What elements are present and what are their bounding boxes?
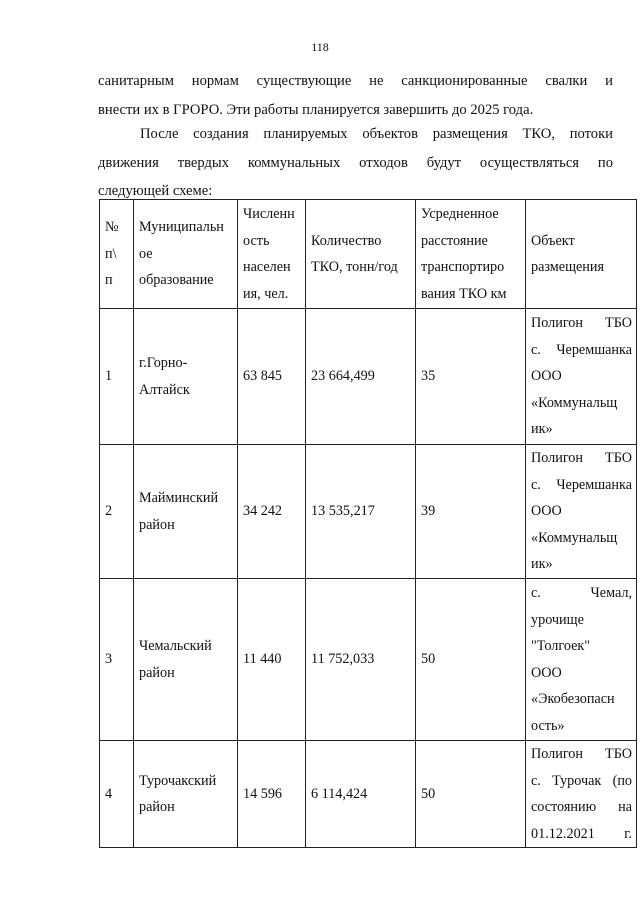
row-distance: 39	[416, 445, 526, 579]
paragraph-2-line-3: следующей схеме:	[98, 183, 213, 199]
paragraph-1-line-1: санитарным нормам существующие не санкционированные свалки и	[98, 73, 613, 89]
row-municipality	[134, 579, 238, 741]
object-line: ик»	[531, 556, 553, 573]
object-line: «Коммунальщ	[531, 394, 618, 411]
object-line: Полигон ТБО	[531, 746, 632, 762]
header-population-line: ость	[243, 232, 270, 249]
header-population-line: ия, чел.	[243, 285, 289, 302]
header-distance	[416, 200, 526, 309]
row-num: 3	[100, 579, 134, 741]
header-population-line: населен	[243, 259, 291, 275]
row-quantity: 11 752,033	[306, 579, 416, 741]
header-municipality-line: образование	[139, 272, 214, 289]
page-number: 118	[311, 40, 329, 54]
header-municipality	[134, 200, 238, 309]
row-distance: 35	[416, 309, 526, 445]
header-object	[526, 200, 637, 309]
object-line: Полигон ТБО	[531, 450, 632, 467]
row-distance: 50	[416, 741, 526, 848]
municipality-line: Турочакский	[139, 772, 217, 789]
municipality-line: район	[139, 799, 175, 815]
row-quantity: 13 535,217	[306, 445, 416, 579]
object-line: с. Турочак (по	[531, 772, 632, 789]
header-object-line: Объект	[531, 232, 575, 249]
row-num: 2	[100, 445, 134, 579]
header-num	[100, 200, 134, 309]
municipality-line: Чемальский	[139, 638, 212, 654]
header-num-line: №	[105, 219, 119, 236]
header-distance-line: транспортиро	[421, 259, 505, 275]
row-object	[526, 741, 637, 848]
paragraph-2	[98, 120, 613, 206]
object-line: "Толгоек"	[531, 638, 591, 654]
row-quantity: 23 664,499	[306, 309, 416, 445]
header-quantity	[306, 200, 416, 309]
header-municipality-line: ое	[139, 245, 153, 262]
header-distance-line: Усредненное	[421, 206, 499, 222]
header-quantity-line: Количество	[311, 232, 382, 249]
row-population: 14 596	[238, 741, 306, 848]
object-line: ость»	[531, 717, 565, 734]
object-line: с. Черемшанка	[531, 476, 632, 493]
paragraph-1	[98, 67, 613, 124]
object-line: «Экобезопасн	[531, 691, 615, 707]
object-line: Полигон ТБО	[531, 315, 632, 332]
header-num-line: п	[105, 272, 113, 289]
paragraph-2-line-1: После создания планируемых объектов размещения ТКО, потоки	[140, 126, 613, 142]
header-num-line: п\	[105, 245, 117, 262]
header-object-line: размещения	[531, 259, 605, 275]
header-distance-line: расстояние	[421, 232, 488, 249]
municipality-line: г.Горно-	[139, 355, 188, 371]
object-line: ООО	[531, 368, 562, 385]
table-row	[100, 579, 637, 741]
row-object	[526, 309, 637, 445]
object-line: с. Черемшанка	[531, 341, 632, 358]
municipality-line: Майминский	[139, 490, 219, 506]
row-quantity: 6 114,424	[306, 741, 416, 848]
table-row	[100, 741, 637, 848]
paragraph-1-line-2: внести их в ГРОРО. Эти работы планируется завершить до 2025 года.	[98, 101, 534, 118]
object-line: с. Чемал,	[531, 585, 632, 601]
paragraph-2-line-2: движения твердых коммунальных отходов будут осуществляться по	[98, 154, 613, 171]
object-line: ик»	[531, 421, 553, 438]
waste-flow-table	[99, 199, 637, 848]
municipality-line: район	[139, 664, 175, 681]
table-header-row	[100, 200, 637, 309]
table-row	[100, 309, 637, 445]
municipality-line: Алтайск	[139, 381, 190, 398]
row-object	[526, 579, 637, 741]
row-municipality	[134, 741, 238, 848]
header-quantity-line: ТКО, тонн/год	[311, 259, 398, 275]
table-row	[100, 445, 637, 579]
row-num: 1	[100, 309, 134, 445]
object-line: урочище	[531, 611, 584, 628]
object-line: 01.12.2021 г.	[531, 825, 632, 842]
object-line: ООО	[531, 664, 562, 681]
row-population: 63 845	[238, 309, 306, 445]
object-line: ООО	[531, 503, 562, 520]
municipality-line: район	[139, 516, 175, 533]
row-distance: 50	[416, 579, 526, 741]
header-population-line: Численн	[243, 206, 295, 222]
object-line: состоянию на	[531, 799, 632, 815]
header-municipality-line: Муниципальн	[139, 219, 224, 236]
row-num: 4	[100, 741, 134, 848]
row-municipality	[134, 309, 238, 445]
header-population	[238, 200, 306, 309]
row-population: 11 440	[238, 579, 306, 741]
object-line: «Коммунальщ	[531, 529, 618, 546]
header-distance-line: вания ТКО км	[421, 285, 507, 302]
row-municipality	[134, 445, 238, 579]
row-object	[526, 445, 637, 579]
row-population: 34 242	[238, 445, 306, 579]
